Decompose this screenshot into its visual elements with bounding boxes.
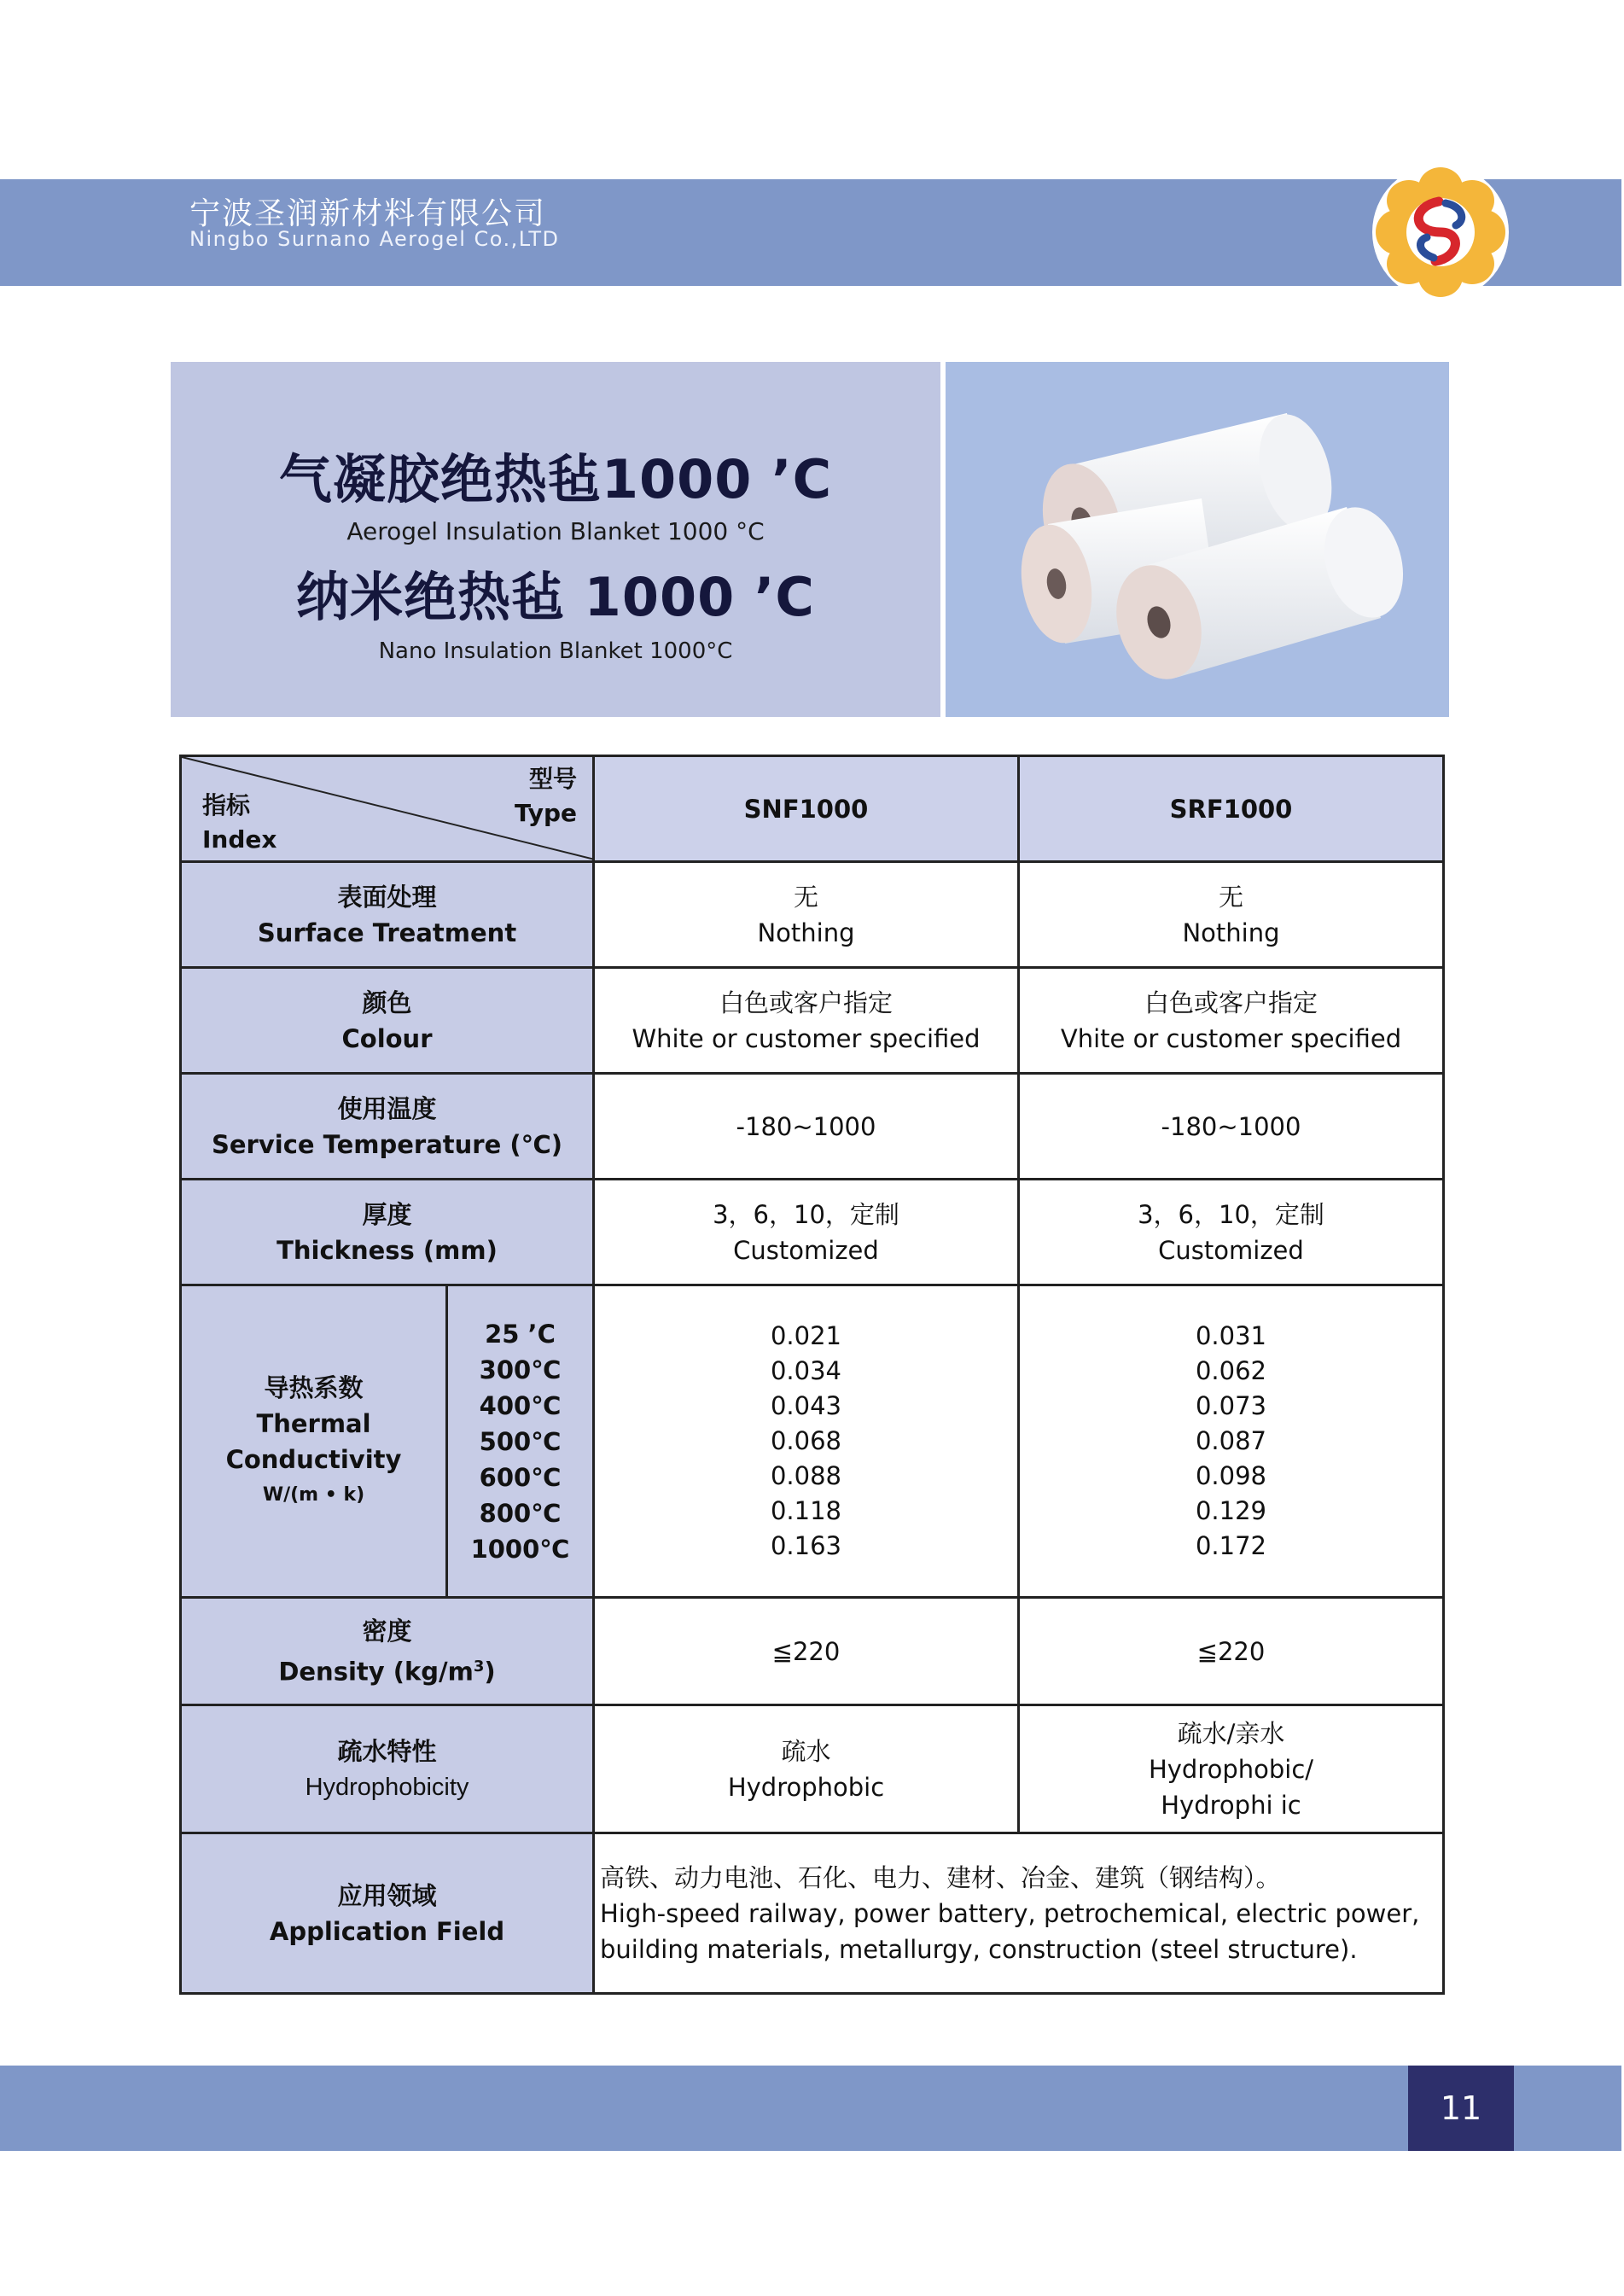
surface-label-cn: 表面处理 xyxy=(337,882,437,912)
thermal-temp: 300℃ xyxy=(479,1355,562,1384)
colour-label xyxy=(181,968,594,1074)
density-snf: ≦220 xyxy=(594,1598,1019,1705)
hydro-snf xyxy=(594,1705,1019,1833)
model-srf1000: SRF1000 xyxy=(1019,756,1444,862)
service-temp-srf: -180~1000 xyxy=(1019,1074,1444,1180)
thermal-srf-value: 0.098 xyxy=(1195,1461,1267,1490)
corner-header-cell xyxy=(181,756,594,862)
corner-index-label xyxy=(202,789,276,857)
table-row-surface xyxy=(181,862,1444,968)
thickness-srf-cn: 3，6，10，定制 xyxy=(1138,1199,1324,1229)
corner-index-en: Index xyxy=(202,825,277,854)
title-cn-nano: 纳米绝热毡 1000 ’C xyxy=(296,566,815,628)
thickness-snf-en: Customized xyxy=(733,1235,879,1265)
banner-image-panel xyxy=(946,362,1449,717)
thermal-unit: W/(m • k) xyxy=(262,1483,365,1506)
thermal-temp: 400℃ xyxy=(479,1390,562,1420)
thermal-srf xyxy=(1019,1285,1444,1598)
title-en-nano: Nano Insulation Blanket 1000°C xyxy=(378,638,733,664)
density-label-sup: 3 xyxy=(473,1657,485,1675)
colour-snf xyxy=(594,968,1019,1074)
hydro-srf-en-1: Hydrophobic/ xyxy=(1148,1754,1314,1784)
colour-srf-en: Vhite or customer specified xyxy=(1060,1023,1402,1053)
thermal-label xyxy=(181,1285,447,1598)
thickness-label-en: Thickness (mm) xyxy=(276,1235,498,1265)
corner-index-cn: 指标 xyxy=(202,791,251,819)
thickness-srf-en: Customized xyxy=(1158,1235,1304,1265)
surface-srf xyxy=(1019,862,1444,968)
thickness-srf xyxy=(1019,1180,1444,1285)
colour-srf xyxy=(1019,968,1444,1074)
surface-srf-en: Nothing xyxy=(1182,918,1280,947)
application-label-en: Application Field xyxy=(269,1916,505,1946)
thermal-label-en-2: Conductivity xyxy=(225,1444,402,1474)
thermal-snf-value: 0.118 xyxy=(770,1496,842,1525)
application-value xyxy=(594,1833,1444,1994)
table-row-density xyxy=(181,1598,1444,1705)
surface-srf-cn: 无 xyxy=(1218,882,1243,912)
colour-label-en: Colour xyxy=(341,1023,433,1053)
colour-srf-cn: 白色或客户指定 xyxy=(1144,988,1318,1017)
application-label xyxy=(181,1833,594,1994)
thermal-temps xyxy=(447,1285,594,1598)
corner-type-label xyxy=(515,762,577,830)
thermal-label-en-1: Thermal xyxy=(256,1408,371,1438)
corner-type-en: Type xyxy=(514,799,577,827)
thermal-srf-value: 0.062 xyxy=(1195,1356,1267,1385)
density-label-en xyxy=(182,1649,592,1690)
table-row-application xyxy=(181,1833,1444,1994)
service-temp-label xyxy=(181,1074,594,1180)
hydro-snf-cn: 疏水 xyxy=(781,1736,831,1766)
table-row-thickness xyxy=(181,1180,1444,1285)
application-line-en-1: High-speed railway, power battery, petrochemical, electric power, xyxy=(600,1898,1420,1928)
service-temp-label-en: Service Temperature (℃) xyxy=(212,1129,562,1159)
density-label-text: Density (kg/m xyxy=(278,1657,474,1687)
thermal-srf-value: 0.129 xyxy=(1195,1496,1267,1525)
hydro-label-cn: 疏水特性 xyxy=(337,1736,437,1766)
thickness-snf xyxy=(594,1180,1019,1285)
thermal-snf xyxy=(594,1285,1019,1598)
application-line-en-2: building materials, metallurgy, construction (steel structure). xyxy=(600,1934,1358,1964)
thermal-snf-value: 0.088 xyxy=(770,1461,842,1490)
hydro-label-en: Hydrophobicity xyxy=(305,1773,469,1801)
thermal-snf-value: 0.034 xyxy=(770,1356,842,1385)
table-row-colour xyxy=(181,968,1444,1074)
spec-table xyxy=(179,755,1445,1995)
thermal-snf-value: 0.163 xyxy=(770,1531,842,1560)
thermal-snf-value: 0.043 xyxy=(770,1391,842,1420)
page-number: 11 xyxy=(1408,2066,1514,2151)
thermal-temp: 500℃ xyxy=(479,1426,562,1456)
thermal-snf-value: 0.068 xyxy=(770,1426,842,1455)
table-row-hydrophobicity xyxy=(181,1705,1444,1833)
thermal-srf-value: 0.073 xyxy=(1195,1391,1267,1420)
colour-snf-cn: 白色或客户指定 xyxy=(719,988,893,1017)
thickness-label-cn: 厚度 xyxy=(362,1199,412,1229)
model-snf1000: SNF1000 xyxy=(594,756,1019,862)
hydro-label xyxy=(181,1705,594,1833)
hydro-srf xyxy=(1019,1705,1444,1833)
colour-label-cn: 颜色 xyxy=(362,988,412,1017)
thermal-label-cn: 导热系数 xyxy=(264,1372,364,1402)
table-row-service-temp xyxy=(181,1074,1444,1180)
density-label-cn: 密度 xyxy=(362,1616,412,1646)
surface-snf xyxy=(594,862,1019,968)
insulation-blanket-rolls-icon xyxy=(946,362,1449,717)
company-name-cn: 宁波圣润新材料有限公司 xyxy=(189,196,547,231)
service-temp-snf: -180~1000 xyxy=(594,1074,1019,1180)
thermal-srf-value: 0.172 xyxy=(1195,1531,1267,1560)
thermal-srf-value: 0.087 xyxy=(1195,1426,1267,1455)
title-cn-aerogel: 气凝胶绝热毡1000 ’C xyxy=(278,448,833,510)
thickness-snf-cn: 3，6，10，定制 xyxy=(713,1199,899,1229)
table-row-thermal xyxy=(181,1285,1444,1598)
thermal-temp: 800℃ xyxy=(479,1498,562,1528)
surface-snf-cn: 无 xyxy=(793,882,818,912)
service-temp-label-cn: 使用温度 xyxy=(337,1093,437,1123)
thermal-temp: 600℃ xyxy=(479,1462,562,1492)
density-srf: ≦220 xyxy=(1019,1598,1444,1705)
footer-band xyxy=(0,2066,1621,2151)
application-line-cn: 高铁、动力电池、石化、电力、建材、冶金、建筑（钢结构）。 xyxy=(600,1862,1281,1892)
table-header-row xyxy=(181,756,1444,862)
surface-snf-en: Nothing xyxy=(757,918,855,947)
density-label xyxy=(181,1598,594,1705)
title-en-aerogel: Aerogel Insulation Blanket 1000 °C xyxy=(346,517,765,545)
density-label-end: ) xyxy=(484,1657,496,1687)
corner-type-cn: 型号 xyxy=(528,765,577,793)
thickness-label xyxy=(181,1180,594,1285)
surface-label xyxy=(181,862,594,968)
hydro-srf-en-2: Hydrophi ic xyxy=(1161,1790,1301,1820)
surface-label-en: Surface Treatment xyxy=(257,918,517,947)
application-label-cn: 应用领域 xyxy=(337,1880,437,1910)
thermal-temp: 25 ’C xyxy=(485,1319,556,1349)
thermal-snf-value: 0.021 xyxy=(770,1321,842,1350)
hydro-snf-en: Hydrophobic xyxy=(727,1772,885,1802)
flower-s-logo-icon xyxy=(1365,164,1516,300)
hydro-srf-cn: 疏水/亲水 xyxy=(1177,1718,1285,1748)
company-name-en: Ningbo Surnano Aerogel Co.,LTD xyxy=(189,227,560,251)
colour-snf-en: White or customer specified xyxy=(632,1023,981,1053)
thermal-srf-value: 0.031 xyxy=(1195,1321,1267,1350)
thermal-temp: 1000℃ xyxy=(470,1534,570,1564)
